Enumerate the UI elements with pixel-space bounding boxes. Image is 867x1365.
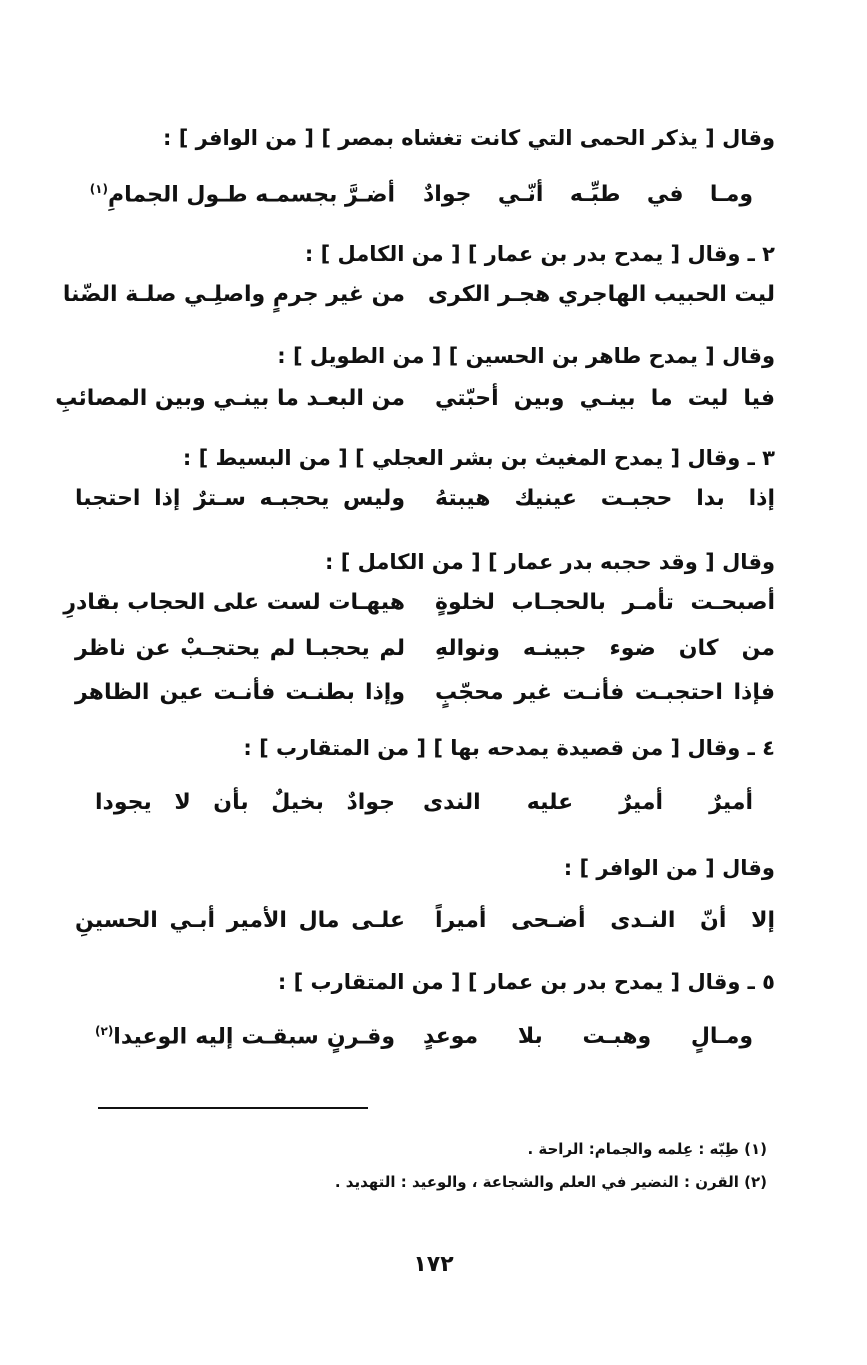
footnote: (٢) القرن : النضير في العلم والشجاعة ، والوعيد : التهديد .	[334, 1173, 767, 1191]
section-heading: وقال [ يذكر الحمى التي كانت تغشاه بمصر ] [ من الوافر ] :	[163, 126, 775, 150]
footnote-marker: (٢)	[95, 1024, 114, 1038]
verse-first-hemistich: إذا بدا حجبـت عينيك هيبتهُ	[435, 486, 775, 511]
verse-second-hemistich: جوادٌ بخيلٌ بأن لا يجودا	[95, 790, 395, 815]
section-heading: وقال [ وقد حجبه بدر عمار ] [ من الكامل ] :	[325, 550, 775, 574]
verse-second-text: وقـرنٍ سبقـت إليه الوعيدا	[113, 1024, 395, 1050]
verse-line	[75, 790, 775, 830]
section-heading: ٥ ـ وقال [ يمدح بدر بن عمار ] [ من المتقارب ] :	[277, 970, 775, 994]
section-heading: وقال [ يمدح طاهر بن الحسين ] [ من الطويل ] :	[277, 344, 775, 368]
verse-second-hemistich: علـى مال الأمير أبـي الحسينِ	[75, 908, 405, 933]
verse-second-hemistich: من غير جرمٍ واصلِـي صلـة الضّنا	[62, 282, 405, 307]
verse-line	[75, 1024, 775, 1064]
section-heading: ٤ ـ وقال [ من قصيدة يمدحه بها ] [ من المتقارب ] :	[243, 736, 775, 760]
verse-line	[75, 680, 775, 720]
verse-second-hemistich	[89, 182, 395, 208]
verse-second-hemistich: وإذا بطنـت فأنـت عين الظاهر	[75, 680, 405, 705]
verse-line	[75, 182, 775, 222]
verse-first-hemistich: ومـالٍ وهبـت بلا موعدٍ	[423, 1024, 753, 1049]
verse-line	[75, 486, 775, 526]
section-heading: ٢ ـ وقال [ يمدح بدر بن عمار ] [ من الكامل ] :	[304, 242, 775, 266]
verse-first-hemistich: من كان ضوء جبينـه ونوالهِ	[435, 636, 775, 661]
verse-first-hemistich: ومـا في طبِّـه أنّـي جوادٌ	[423, 182, 753, 207]
verse-second-hemistich	[95, 1024, 395, 1049]
section-heading: ٣ ـ وقال [ يمدح المغيث بن بشر العجلي ] [ من البسيط ] :	[182, 446, 775, 470]
verse-first-hemistich: ليت الحبيب الهاجري هجـر الكرى	[427, 282, 775, 307]
verse-line	[62, 282, 775, 322]
verse-second-text: أضـرَّ بجسمـه طـول الجمامِ	[107, 182, 395, 208]
verse-second-hemistich: لم يحجبـا لم يحتجـبْ عن ناظر	[75, 636, 405, 661]
verse-line	[55, 386, 775, 426]
verse-second-hemistich: من البعـد ما بينـي وبين المصائبِ	[55, 386, 405, 411]
verse-line	[63, 590, 775, 630]
verse-first-hemistich: فإذا احتجبـت فأنـت غير محجّبٍ	[435, 680, 775, 705]
footnote-marker: (١)	[89, 182, 108, 196]
verse-first-hemistich: أميرٌ أميرٌ عليه الندى	[423, 790, 753, 815]
page-number: ١٧٢	[413, 1252, 454, 1277]
verse-line	[75, 636, 775, 676]
verse-second-hemistich: هيهـات لست على الحجاب بقادرِ	[63, 590, 405, 615]
verse-first-hemistich: إلا أنّ النـدى أضـحى أميراً	[435, 908, 775, 933]
section-heading: وقال [ من الوافر ] :	[563, 856, 775, 880]
footnote: (١) طِبّه : عِلمه والجمام: الراحة .	[527, 1140, 767, 1158]
verse-first-hemistich: أصبحـت تأمـر بالحجـاب لخلوةٍ	[435, 590, 775, 615]
verse-second-hemistich: وليس يحجبـه سـترٌ إذا احتجبا	[75, 486, 405, 511]
verse-first-hemistich: فيا ليت ما بينـي وبين أحبّتي	[435, 386, 775, 411]
verse-line	[75, 908, 775, 948]
footnote-divider	[98, 1107, 368, 1109]
